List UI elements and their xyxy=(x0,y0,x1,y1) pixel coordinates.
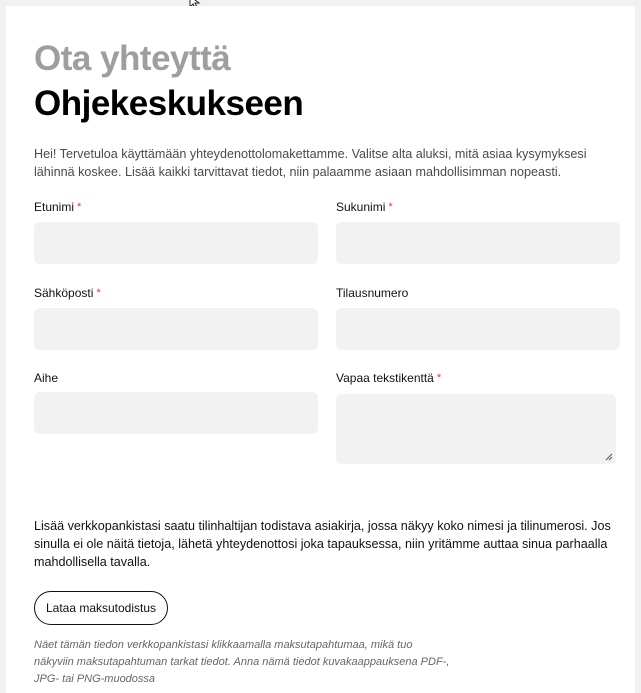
required-marker: * xyxy=(436,372,442,384)
required-marker: * xyxy=(77,201,82,213)
subject-input[interactable] xyxy=(34,392,318,434)
intro-text: Hei! Tervetuloa käyttämään yhteydenottolomakettamme. Valitse alta aluksi, mitä asiaa kysymyksesi lähinnä koskee. Lisää kaikki tarvittavat tiedot, niin palaamme asiaan mahdollisimman nopeasti. xyxy=(34,147,587,179)
upload-payment-proof-button[interactable]: Lataa maksutodistus xyxy=(34,591,168,625)
free-text-textarea[interactable] xyxy=(336,394,616,464)
email-label-text: Sähköposti xyxy=(34,286,94,300)
required-marker: * xyxy=(388,201,393,213)
subject-label: Aihe xyxy=(34,371,59,385)
email-input[interactable] xyxy=(34,308,318,350)
page-title-line2: Ohjekeskukseen xyxy=(34,84,304,123)
required-marker: * xyxy=(96,287,101,299)
order-number-input[interactable] xyxy=(336,308,620,350)
order-number-label: Tilausnumero xyxy=(336,286,409,300)
free-text-label xyxy=(336,371,441,385)
first-name-input[interactable] xyxy=(34,222,318,264)
page-title-line1: Ota yhteyttä xyxy=(34,39,231,78)
last-name-label-text: Sukunimi xyxy=(336,200,386,214)
first-name-label xyxy=(34,200,81,214)
contact-form-card xyxy=(6,6,635,693)
first-name-label-text: Etunimi xyxy=(34,200,75,214)
last-name-label xyxy=(336,200,393,214)
free-text-label-text: Vapaa tekstikenttä xyxy=(336,371,434,385)
last-name-input[interactable] xyxy=(336,222,620,264)
upload-hint: Näet tämän tiedon verkkopankistasi klikkaamalla maksutapahtumaa, mikä tuo näkyviin maksutapahtuman tarkat tiedot. Anna nämä tiedot kuvakaappauksena PDF-, JPG- tai PNG-muodossa xyxy=(34,639,450,685)
email-label xyxy=(34,286,101,300)
resize-grip-icon[interactable] xyxy=(605,453,613,461)
bank-document-note: Lisää verkkopankistasi saatu tilinhaltijan todistava asiakirja, jossa näkyy koko nimesi ja tilinumerosi. Jos sinulla ei ole näitä tietoja, lähetä yhteydenottosi joka tapauksessa, niin yritämme auttaa sinua parhaalla mahdollisella tavalla. xyxy=(34,519,611,569)
